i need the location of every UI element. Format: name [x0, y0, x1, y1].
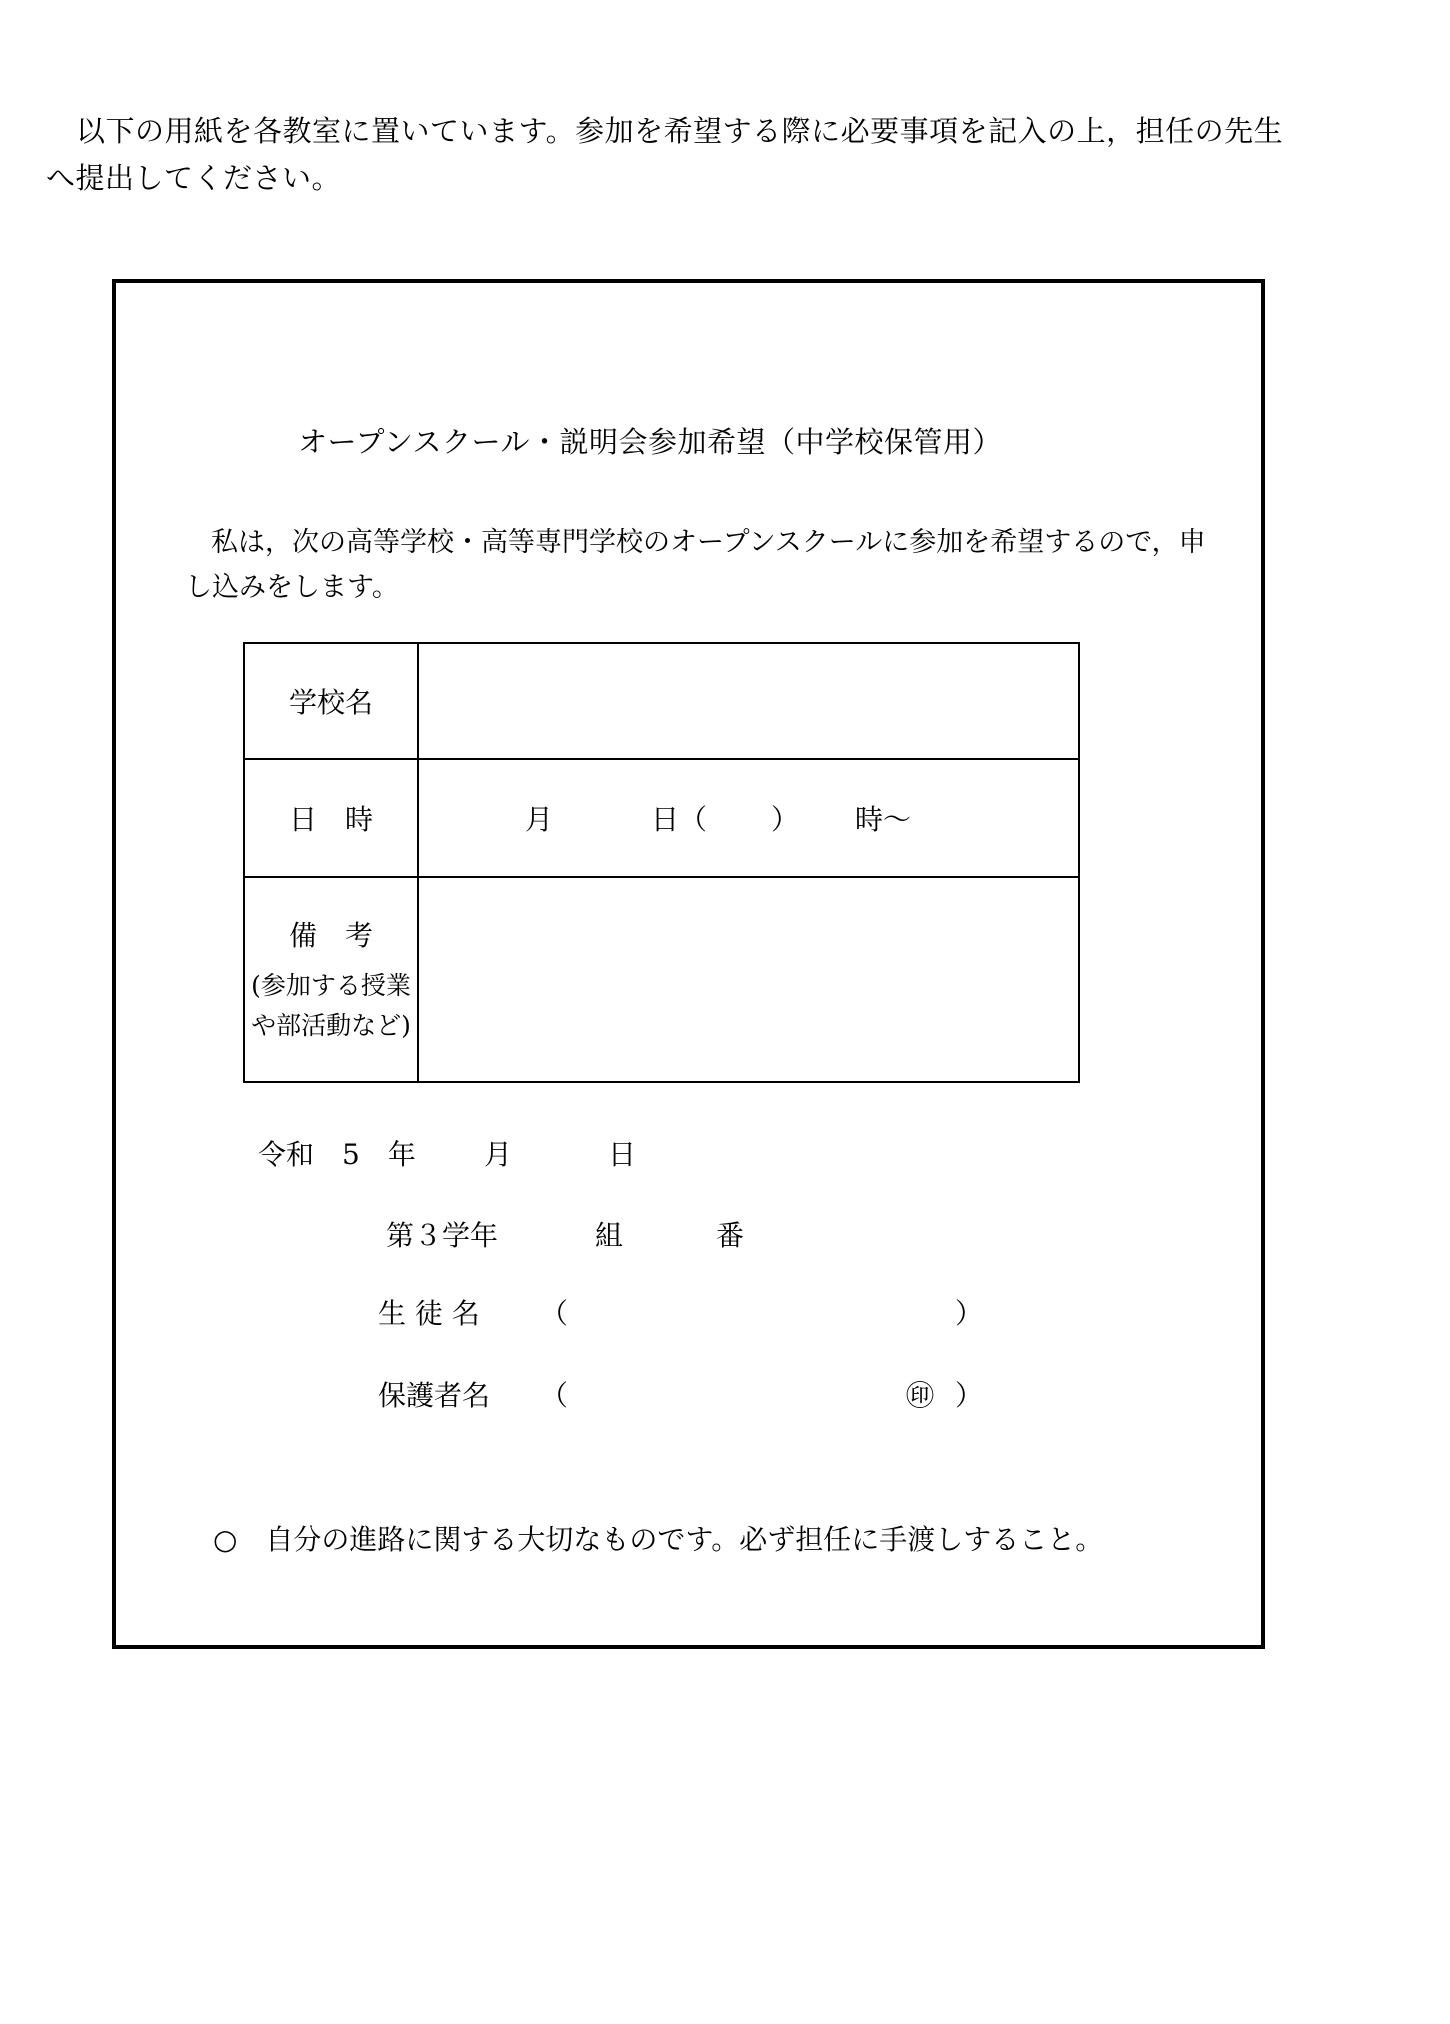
- number-label: 番: [716, 1219, 745, 1252]
- table-row-datetime: [244, 759, 1079, 877]
- application-table: [243, 642, 1080, 1083]
- notes-field[interactable]: [418, 877, 1079, 1082]
- intro-text: 以下の用紙を各教室に置いています。参加を希望する際に必要事項を記入の上，担任の先生へ提出してください。: [46, 114, 1284, 195]
- datetime-field[interactable]: [418, 759, 1079, 877]
- student-name-open-paren: （: [540, 1297, 569, 1330]
- guardian-name-label: 保護者名: [378, 1379, 491, 1412]
- date-day: 日: [608, 1138, 637, 1171]
- datetime-time: 時～: [855, 803, 912, 836]
- date-month: 月: [484, 1138, 513, 1171]
- form-statement: 私は，次の高等学校・高等専門学校のオープンスクールに参加を希望するので，申し込みをします。: [185, 527, 1206, 603]
- form-title: オープンスクール・説明会参加希望（中学校保管用）: [298, 425, 1002, 459]
- table-row-notes: [244, 877, 1079, 1082]
- datetime-weekday-close: ）: [771, 803, 800, 836]
- footer-note: ○ 自分の進路に関する大切なものです。必ず担任に手渡しすること。: [213, 1523, 1104, 1556]
- guardian-name-open-paren: （: [540, 1379, 569, 1412]
- notes-label: 備 考: [288, 918, 373, 952]
- guardian-name-close-paren: ）: [955, 1379, 984, 1412]
- student-name-label: 生 徒 名: [378, 1297, 480, 1330]
- grade-label: 第３学年: [386, 1219, 499, 1252]
- class-label: 組: [595, 1219, 624, 1252]
- era-year: 令和 5 年: [258, 1138, 416, 1171]
- datetime-day: 日（: [651, 803, 708, 836]
- student-name-close-paren: ）: [955, 1297, 984, 1330]
- school-name-label: 学校名: [244, 643, 418, 759]
- datetime-label: 日 時: [244, 759, 418, 877]
- seal-mark: ㊞: [906, 1379, 935, 1412]
- school-name-field[interactable]: [418, 643, 1079, 759]
- notes-label-cell: [244, 877, 418, 1082]
- notes-sublabel: (参加する授業や部活動など): [251, 970, 411, 1040]
- table-row-school: [244, 643, 1079, 759]
- datetime-month: 月: [525, 803, 554, 836]
